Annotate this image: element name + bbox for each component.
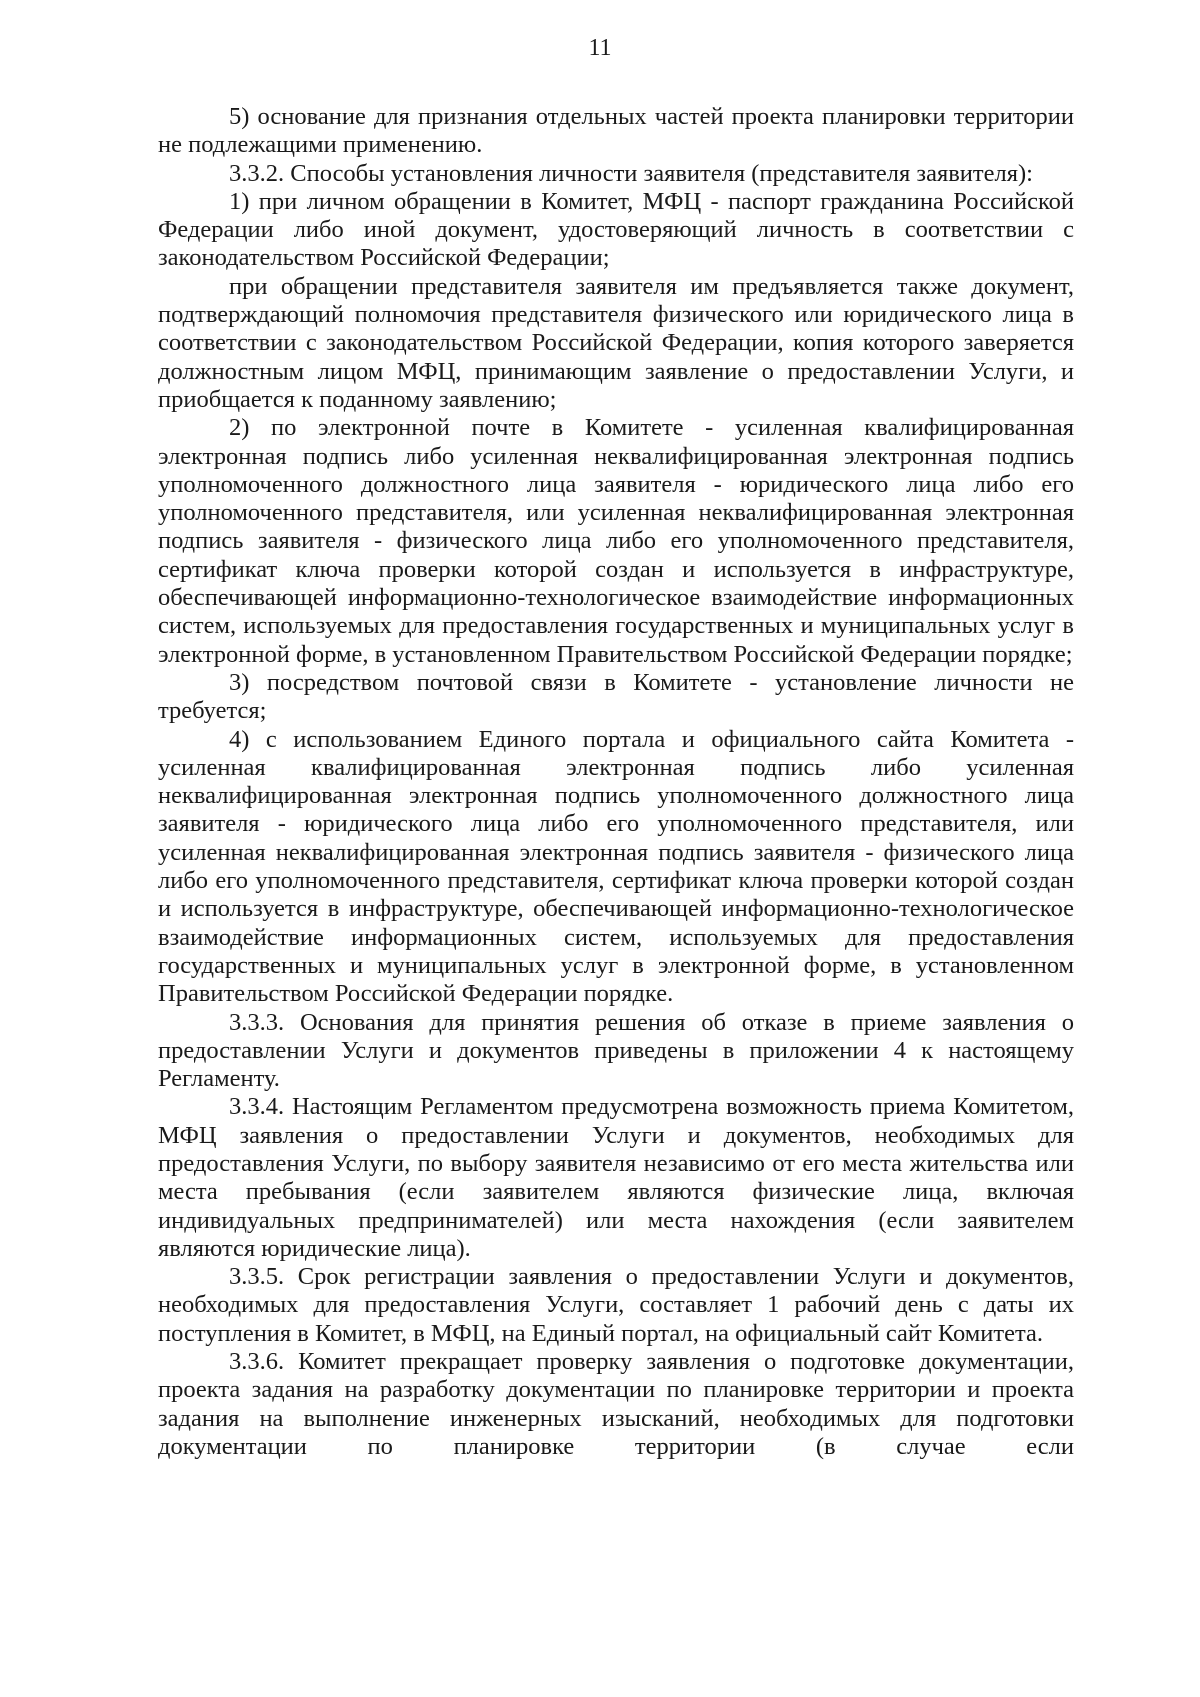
paragraph-3-3-6: 3.3.6. Комитет прекращает проверку заявления о подготовке документации, проекта задания на разработку документации по планировке территории и проекта задания на выполнение инженерных изысканий, необходимых для подготовки документации по планировке территории (в случае если	[158, 1348, 1074, 1460]
page-number: 11	[588, 35, 612, 61]
paragraph-item-5: 5) основание для признания отдельных частей проекта планировки территории не подлежащими применению.	[158, 103, 1074, 159]
document-body	[158, 103, 1074, 1461]
paragraph-identification-in-person: 1) при личном обращении в Комитет, МФЦ - паспорт гражданина Российской Федерации либо иной документ, удостоверяющий личность в соответствии с законодательством Российской Федерации;	[158, 187, 1074, 272]
paragraph-3-3-4: 3.3.4. Настоящим Регламентом предусмотрена возможность приема Комитетом, МФЦ заявления о предоставлении Услуги и документов, необходимых для предоставления Услуги, по выбору заявителя независимо от его места жительства или места пребывания (если заявителем являются физические лица, включая индивидуальных предпринимателей) или места нахождения (если заявителем являются юридические лица).	[158, 1093, 1074, 1262]
paragraph-3-3-2: 3.3.2. Способы установления личности заявителя (представителя заявителя):	[229, 159, 1033, 187]
paragraph-identification-email: 2) по электронной почте в Комитете - усиленная квалифицированная электронная подпись либо усиленная неквалифицированная электронная подпись уполномоченного должностного лица заявителя - юридического лица либо его уполномоченного представителя, или усиленная неквалифицированная электронная подпись заявителя - физического лица либо его уполномоченного представителя, сертификат ключа проверки которой создан и используется в инфраструктуре, обеспечивающей информационно-технологическое взаимодействие информационных систем, используемых для предоставления государственных и муниципальных услуг в электронной форме, в установленном Правительством Российской Федерации порядке;	[158, 414, 1074, 668]
paragraph-3-3-5: 3.3.5. Срок регистрации заявления о предоставлении Услуги и документов, необходимых для предоставления Услуги, составляет 1 рабочий день с даты их поступления в Комитет, в МФЦ, на Единый портал, на официальный сайт Комитета.	[158, 1263, 1074, 1347]
paragraph-3-3-3: 3.3.3. Основания для принятия решения об отказе в приеме заявления о предоставлении Услуги и документов приведены в приложении 4 к настоящему Регламенту.	[158, 1008, 1074, 1093]
paragraph-identification-portal: 4) с использованием Единого портала и официального сайта Комитета - усиленная квалифицированная электронная подпись либо усиленная неквалифицированная электронная подпись уполномоченного должностного лица заявителя - юридического лица либо его уполномоченного представителя, или усиленная неквалифицированная электронная подпись заявителя - физического лица либо его уполномоченного представителя, сертификат ключа проверки которой создан и используется в инфраструктуре, обеспечивающей информационно-технологическое взаимодействие информационных систем, используемых для предоставления государственных и муниципальных услуг в электронной форме, в установленном Правительством Российской Федерации порядке.	[158, 725, 1074, 1008]
paragraph-identification-post: 3) посредством почтовой связи в Комитете - установление личности не требуется;	[158, 668, 1074, 725]
paragraph-representative: при обращении представителя заявителя им предъявляется также документ, подтверждающий полномочия представителя физического или юридического лица в соответствии с законодательством Российской Федерации, копия которого заверяется должностным лицом МФЦ, принимающим заявление о предоставлении Услуги, и приобщается к поданному заявлению;	[158, 272, 1074, 413]
